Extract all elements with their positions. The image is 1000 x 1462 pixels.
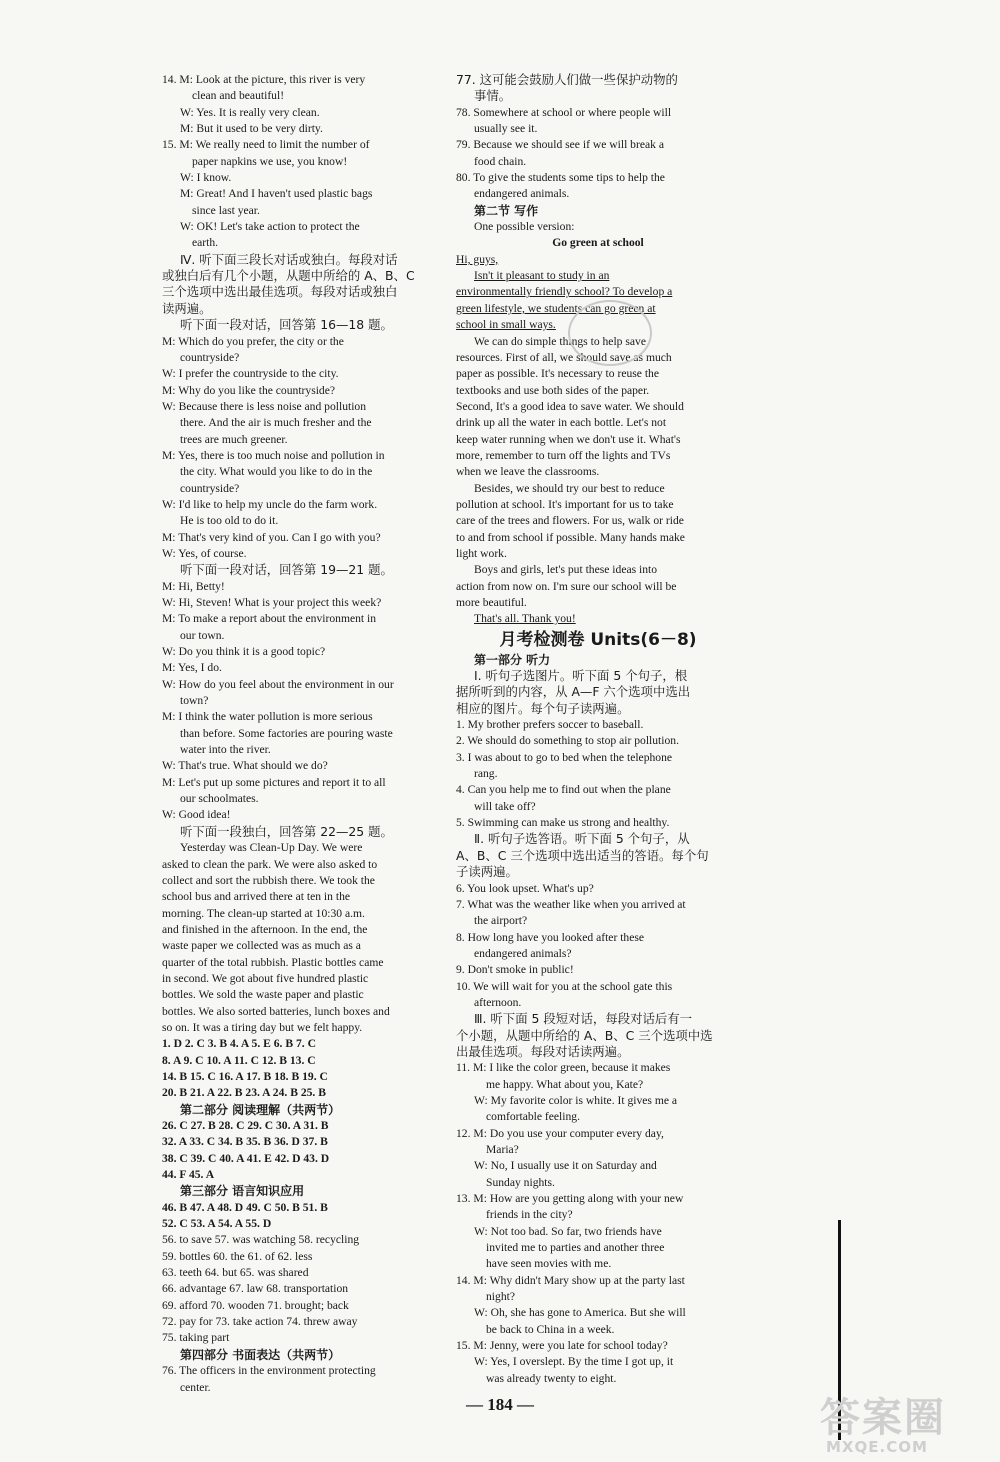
text-line: 个小题，从题中所给的 A、B、C 三个选项中选 <box>456 1027 713 1043</box>
text-line: earth. <box>192 236 219 250</box>
text-line: me happy. What about you, Kate? <box>486 1077 644 1091</box>
left-text-column <box>162 72 440 1396</box>
text-line: friends in the city? <box>486 1208 573 1222</box>
text-line: more beautiful. <box>456 596 527 609</box>
text-line: 14. B 15. C 16. A 17. B 18. B 19. C <box>162 1069 328 1083</box>
text-line: W: No, I usually use it on Saturday and <box>474 1159 657 1173</box>
text-line: 事情。 <box>474 88 512 104</box>
text-line: our schoolmates. <box>180 792 259 806</box>
text-line: the airport? <box>474 914 528 928</box>
text-line: be back to China in a week. <box>486 1322 615 1336</box>
text-line: Maria? <box>486 1143 519 1156</box>
text-line: Second, It's a good idea to save water. We should <box>456 399 684 413</box>
text-line: 56. to save 57. was watching 58. recycling <box>162 1233 360 1247</box>
text-line: drink up all the water in each bottle. Let's not <box>456 416 667 430</box>
watermark-logo: 答案圈 <box>820 1395 946 1441</box>
text-line: W: Oh, she has gone to America. But she will <box>474 1306 686 1320</box>
text-line: He is too old to do it. <box>180 514 279 528</box>
text-line: M: I think the water pollution is more serious <box>162 710 373 724</box>
text-line: school in small ways. <box>456 318 556 332</box>
text-line: 3. I was about to go to bed when the telephone <box>456 750 673 764</box>
text-line: 14. M: Why didn't Mary show up at the party last <box>456 1273 685 1287</box>
text-line: 出最佳选项。每段对话读两遍。 <box>456 1043 630 1059</box>
text-line: Ⅰ. 听句子选图片。听下面 5 个句子，根 <box>474 668 688 684</box>
text-line: pollution at school. It's important for us to take <box>456 497 674 511</box>
text-line: 32. A 33. C 34. B 35. B 36. D 37. B <box>162 1135 328 1149</box>
text-line: environmentally friendly school? To develop a <box>456 285 673 299</box>
text-line: night? <box>486 1290 515 1304</box>
text-line: bottles. We also sorted batteries, lunch boxes and <box>162 1004 390 1018</box>
text-line: 读两遍。 <box>162 300 212 316</box>
text-line: W: Because there is less noise and pollution <box>162 399 367 413</box>
section-heading: 第三部分 语言知识应用 <box>180 1184 305 1199</box>
text-line: 13. M: How are you getting along with your new <box>456 1192 684 1206</box>
text-line: M: That's very kind of you. Can I go with you? <box>162 530 381 544</box>
text-line: W: OK! Let's take action to protect the <box>180 220 360 234</box>
faint-stamp-mark <box>568 300 652 366</box>
text-line: A、B、C 三个选项中选出适当的答语。每个句 <box>456 847 709 863</box>
text-line: endangered animals? <box>474 946 572 960</box>
text-line: 78. Somewhere at school or where people will <box>456 105 672 119</box>
text-line: clean and beautiful! <box>192 89 285 103</box>
text-line: morning. The clean-up started at 10:30 a.m. <box>162 906 365 920</box>
text-line: food chain. <box>474 154 527 168</box>
text-line: countryside? <box>180 481 240 495</box>
text-line: rang. <box>474 767 498 781</box>
text-line: M: Hi, Betty! <box>162 579 225 593</box>
text-line: 听下面一段对话，回答第 19—21 题。 <box>180 562 393 578</box>
section-heading: 第一部分 听力 <box>474 652 551 667</box>
right-text-column <box>456 72 740 1387</box>
text-line: in second. We got about five hundred plastic <box>162 971 369 985</box>
text-line: 1. My brother prefers soccer to baseball. <box>456 718 644 732</box>
text-line: 66. advantage 67. law 68. transportation <box>162 1282 349 1296</box>
text-line: paper napkins we use, you know! <box>192 154 348 168</box>
text-line: 75. taking part <box>162 1331 230 1345</box>
text-line: 12. M: Do you use your computer every day, <box>456 1126 664 1140</box>
text-line: collect and sort the rubbish there. We took the <box>162 873 375 887</box>
text-line: invited me to parties and another three <box>486 1241 665 1255</box>
text-line: will take off? <box>474 799 536 813</box>
text-line: 38. C 39. C 40. A 41. E 42. D 43. D <box>162 1151 330 1165</box>
text-line: afternoon. <box>474 995 522 1009</box>
text-line: W: Do you think it is a good topic? <box>162 645 326 659</box>
text-line: 9. Don't smoke in public! <box>456 963 574 977</box>
text-line: 2. We should do something to stop air pollution. <box>456 734 679 748</box>
text-line: 4. Can you help me to find out when the plane <box>456 783 671 797</box>
text-line: W: I know. <box>180 171 232 185</box>
text-line: 72. pay for 73. take action 74. threw away <box>162 1315 358 1329</box>
text-line: 1. D 2. C 3. B 4. A 5. E 6. B 7. C <box>162 1037 316 1051</box>
text-line: 据所听到的内容，从 A—F 六个选项中选出 <box>456 684 691 700</box>
text-line: keep water running when we don't use it. What's <box>456 432 681 446</box>
text-line: endangered animals. <box>474 187 570 201</box>
text-line: W: Not too bad. So far, two friends have <box>474 1224 662 1238</box>
text-line: 44. F 45. A <box>162 1168 215 1182</box>
text-line: 三个选项中选出最佳选项。每段对话或独白 <box>162 284 398 300</box>
text-line: W: Good idea! <box>162 808 231 822</box>
text-line: Ⅲ. 听下面 5 段短对话，每段对话后有一 <box>474 1011 693 1027</box>
text-line: since last year. <box>192 203 260 217</box>
text-line: 5. Swimming can make us strong and healthy. <box>456 816 670 830</box>
text-line: light work. <box>456 546 507 560</box>
text-line: 子读两遍。 <box>456 864 518 880</box>
text-line: school bus and arrived there at ten in the <box>162 890 351 904</box>
text-line: Ⅳ. 听下面三段长对话或独白。每段对话 <box>180 251 398 267</box>
text-line: action from now on. I'm sure our school will be <box>456 579 677 593</box>
text-line: more, remember to turn off the lights and TVs <box>456 448 671 462</box>
text-line: trees are much greener. <box>180 432 288 446</box>
text-line: 15. M: Jenny, were you late for school today? <box>456 1339 668 1353</box>
text-line: was already twenty to eight. <box>486 1371 617 1385</box>
text-line: 6. You look upset. What's up? <box>456 881 594 895</box>
text-line: W: That's true. What should we do? <box>162 759 328 773</box>
text-line: M: Let's put up some pictures and report it to all <box>162 775 386 789</box>
text-line: M: Great! And I haven't used plastic bags <box>180 187 373 201</box>
text-line: 69. afford 70. wooden 71. brought; back <box>162 1298 349 1312</box>
text-line: We can do simple things to help save <box>474 334 646 348</box>
text-line: paper as possible. It's necessary to reuse the <box>456 367 659 381</box>
text-line: Hi, guys, <box>456 252 499 266</box>
text-line: have seen movies with me. <box>486 1257 612 1271</box>
text-line: resources. First of all, we should save as much <box>456 350 672 364</box>
text-line: waste paper we collected was as much as a <box>162 939 361 953</box>
text-line: 52. C 53. A 54. A 55. D <box>162 1217 272 1231</box>
text-line: green lifestyle, we students can go green at <box>456 301 656 315</box>
text-line: W: How do you feel about the environment in our <box>162 677 394 691</box>
text-line: asked to clean the park. We were also asked to <box>162 857 378 871</box>
text-line: M: Yes, I do. <box>162 661 222 675</box>
text-line: W: Yes, I overslept. By the time I got up, it <box>474 1355 674 1369</box>
text-line: 77. 这可能会鼓励人们做一些保护动物的 <box>456 72 678 87</box>
text-line: 14. M: Look at the picture, this river is very <box>162 73 366 86</box>
text-line: One possible version: <box>474 220 575 234</box>
text-line: 20. B 21. A 22. B 23. A 24. B 25. B <box>162 1086 326 1100</box>
section-heading: 第二节 写作 <box>474 203 539 218</box>
text-line: W: I'd like to help my uncle do the farm work. <box>162 497 378 511</box>
text-line: the city. What would you like to do in the <box>180 465 373 479</box>
text-line: 相应的图片。每个句子读两遍。 <box>456 700 630 716</box>
text-line: W: Yes, of course. <box>162 546 247 560</box>
watermark-url: MXQE.COM <box>826 1438 928 1456</box>
text-line: M: To make a report about the environment in <box>162 612 377 626</box>
text-line: bottles. We sold the waste paper and plastic <box>162 988 364 1002</box>
text-line: care of the trees and flowers. For us, walk or ride <box>456 514 684 528</box>
text-line: That's all. Thank you! <box>474 612 576 626</box>
text-line: town? <box>180 694 209 708</box>
text-line: 80. To give the students some tips to help the <box>456 171 665 185</box>
text-line: M: But it used to be very dirty. <box>180 122 323 136</box>
section-title: 月考检测卷 Units(6－8) <box>499 629 697 650</box>
text-line: usually see it. <box>474 122 538 136</box>
text-line: 8. How long have you looked after these <box>456 930 645 944</box>
text-line: W: Yes. It is really very clean. <box>180 105 320 119</box>
text-line: so on. It was a tiring day but we felt happy. <box>162 1020 363 1034</box>
text-line: 79. Because we should see if we will break a <box>456 138 664 152</box>
text-line: W: My favorite color is white. It gives me a <box>474 1093 678 1107</box>
text-line: 11. M: I like the color green, because it makes <box>456 1061 671 1075</box>
text-line: 15. M: We really need to limit the number of <box>162 138 370 152</box>
text-line: quarter of the total rubbish. Plastic bottles came <box>162 955 384 969</box>
text-line: Isn't it pleasant to study in an <box>474 269 610 283</box>
text-line: 8. A 9. C 10. A 11. C 12. B 13. C <box>162 1053 316 1067</box>
text-line: than before. Some factories are pouring waste <box>180 726 393 740</box>
text-line: comfortable feeling. <box>486 1110 580 1124</box>
text-line: Sunday nights. <box>486 1175 555 1189</box>
text-line: countryside? <box>180 350 240 364</box>
text-line: water into the river. <box>180 743 271 757</box>
text-line: 听下面一段对话，回答第 16—18 题。 <box>180 317 393 333</box>
text-line: 听下面一段独白，回答第 22—25 题。 <box>180 823 393 839</box>
text-line: Go green at school <box>552 236 644 250</box>
text-line: 46. B 47. A 48. D 49. C 50. B 51. B <box>162 1200 328 1214</box>
text-line: Besides, we should try our best to reduce <box>474 481 665 495</box>
text-line: when we leave the classrooms. <box>456 465 600 479</box>
text-line: 63. teeth 64. but 65. was shared <box>162 1266 309 1280</box>
text-line: textbooks and use both sides of the paper. <box>456 383 650 397</box>
text-line: M: Why do you like the countryside? <box>162 383 336 397</box>
text-line: to and from school if possible. Many hands make <box>456 530 685 544</box>
section-heading: 第二部分 阅读理解（共两节） <box>180 1102 341 1117</box>
text-line: and finished in the afternoon. In the end, the <box>162 922 368 936</box>
text-line: W: Hi, Steven! What is your project this week? <box>162 596 382 609</box>
text-line: 7. What was the weather like when you arrived at <box>456 897 686 911</box>
text-line: 或独白后有几个小题，从题中所给的 A、B、C <box>162 268 415 284</box>
text-line: 76. The officers in the environment protecting <box>162 1364 376 1378</box>
text-line: W: I prefer the countryside to the city. <box>162 367 339 381</box>
page-number: — 184 — <box>466 1395 534 1414</box>
section-heading: 第四部分 书面表达（共两节） <box>180 1347 341 1362</box>
text-line: our town. <box>180 628 225 642</box>
text-line: 26. C 27. B 28. C 29. C 30. A 31. B <box>162 1119 329 1132</box>
text-line: M: Yes, there is too much noise and pollution in <box>162 448 385 462</box>
text-line: Boys and girls, let's put these ideas into <box>474 563 658 577</box>
text-line: Yesterday was Clean-Up Day. We were <box>180 841 363 855</box>
text-line: center. <box>180 1380 211 1394</box>
text-line: 59. bottles 60. the 61. of 62. less <box>162 1249 313 1263</box>
text-line: Ⅱ. 听句子选答语。听下面 5 个句子，从 <box>474 831 690 847</box>
text-line: M: Which do you prefer, the city or the <box>162 334 344 348</box>
text-line: 10. We will wait for you at the school gate this <box>456 979 673 993</box>
text-line: there. And the air is much fresher and the <box>180 416 372 430</box>
